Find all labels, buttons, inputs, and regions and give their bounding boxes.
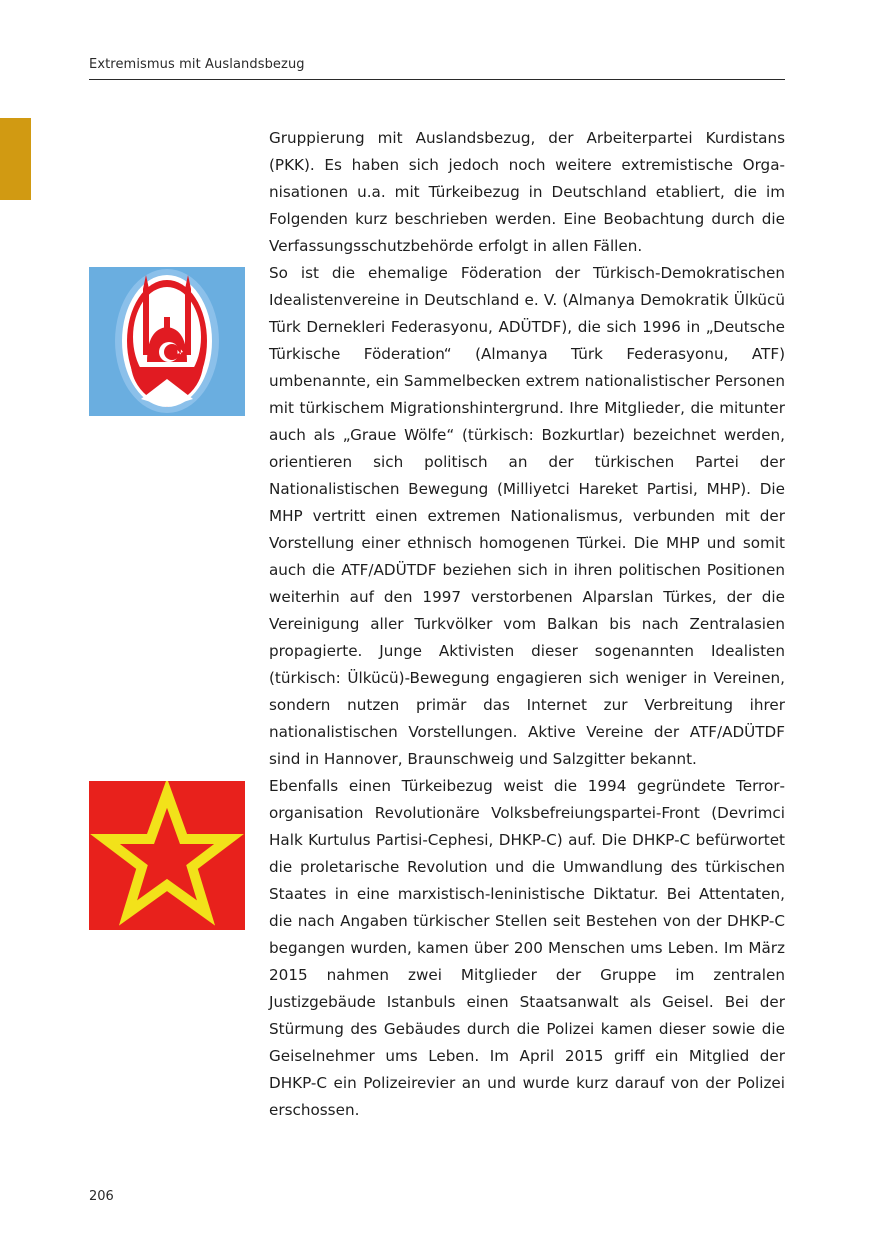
- red-star-flag-icon: [89, 781, 245, 930]
- grey-wolves-emblem-image: [89, 267, 245, 416]
- page-number: 206: [89, 1189, 114, 1204]
- grey-wolves-crescent-emblem-icon: [89, 267, 245, 416]
- header-divider: [89, 79, 785, 80]
- dhkp-c-flag-image: [89, 781, 245, 930]
- paragraph: Ebenfalls einen Türkeibezug weist die 1994 gegründete Terrororganisation Revolutionäre Volksbefreiungspartei-Front (Devrimci Halk Kurtulus Partisi-Cephesi, DHKP-C) auf. Die DHKP-C befürwortet die proletarische Revolution und die Umwandlung des türkischen Staates in eine marxistisch-leninistische Diktatur. Bei Attentaten, die nach Angaben türkischer Stellen seit Bestehen von der DHKP-C begangen wurden, kamen über 200 Menschen ums Leben. Im März 2015 nahmen zwei Mitglieder der Gruppe im zentralen Justizgebäude Istanbuls einen Staatsanwalt als Geisel. Bei der Stürmung des Gebäudes durch die Polizei kamen dieser sowie die Geiselnehmer ums Leben. Im April 2015 griff ein Mitglied der DHKP-C ein Polizeirevier an und wurde kurz darauf von der Polizei erschossen.: [269, 777, 785, 1119]
- paragraph: Gruppierung mit Auslandsbezug, der Arbeiterpartei Kurdistans (PKK). Es haben sich jedoch noch weitere extremistische Organisationen u.a. mit Türkeibezug in Deutschland etabliert, die im Folgenden kurz beschrieben werden. Eine Beobachtung durch die Verfassungsschutzbehörde erfolgt in allen Fällen.: [269, 129, 785, 255]
- main-text-column: [269, 125, 785, 1124]
- paragraph: So ist die ehemalige Föderation der Türkisch-Demokratischen Idealistenvereine in Deutschland e. V. (Almanya Demokratik Ülkücü Türk Dernekleri Federasyonu, ADÜTDF), die sich 1996 in „Deutsche Türkische Föderation“ (Almanya Türk Federasyonu, ATF) umbenannte, ein Sammelbecken extrem nationalistischer Personen mit türkischem Migrationshintergrund. Ihre Mitglieder, die mitunter auch als „Graue Wölfe“ (türkisch: Bozkurtlar) bezeichnet werden, orientieren sich politisch an der türkischen Partei der Nationalistischen Bewegung (Milliyetci Hareket Partisi, MHP). Die MHP vertritt einen extremen Nationalismus, verbunden mit der Vorstellung einer ethnisch homogenen Türkei. Die MHP und somit auch die ATF/ADÜTDF beziehen sich in ihren politischen Positionen weiterhin auf den 1997 verstorbenen Alparslan Türkes, der die Vereinigung aller Turkvölker vom Balkan bis nach Zentralasien propagierte. Junge Aktivisten dieser sogenannten Idealisten (türkisch: Ülkücü)-Bewegung engagieren sich weniger in Vereinen, sondern nutzen primär das Internet zur Verbreitung ihrer nationalistischen Vorstellungen. Aktive Vereine der ATF/​ADÜTDF sind in Hannover, Braunschweig und Salzgitter bekannt.: [269, 264, 785, 768]
- running-header-title: Extremismus mit Auslandsbezug: [89, 57, 305, 72]
- chapter-side-tab: [0, 118, 31, 200]
